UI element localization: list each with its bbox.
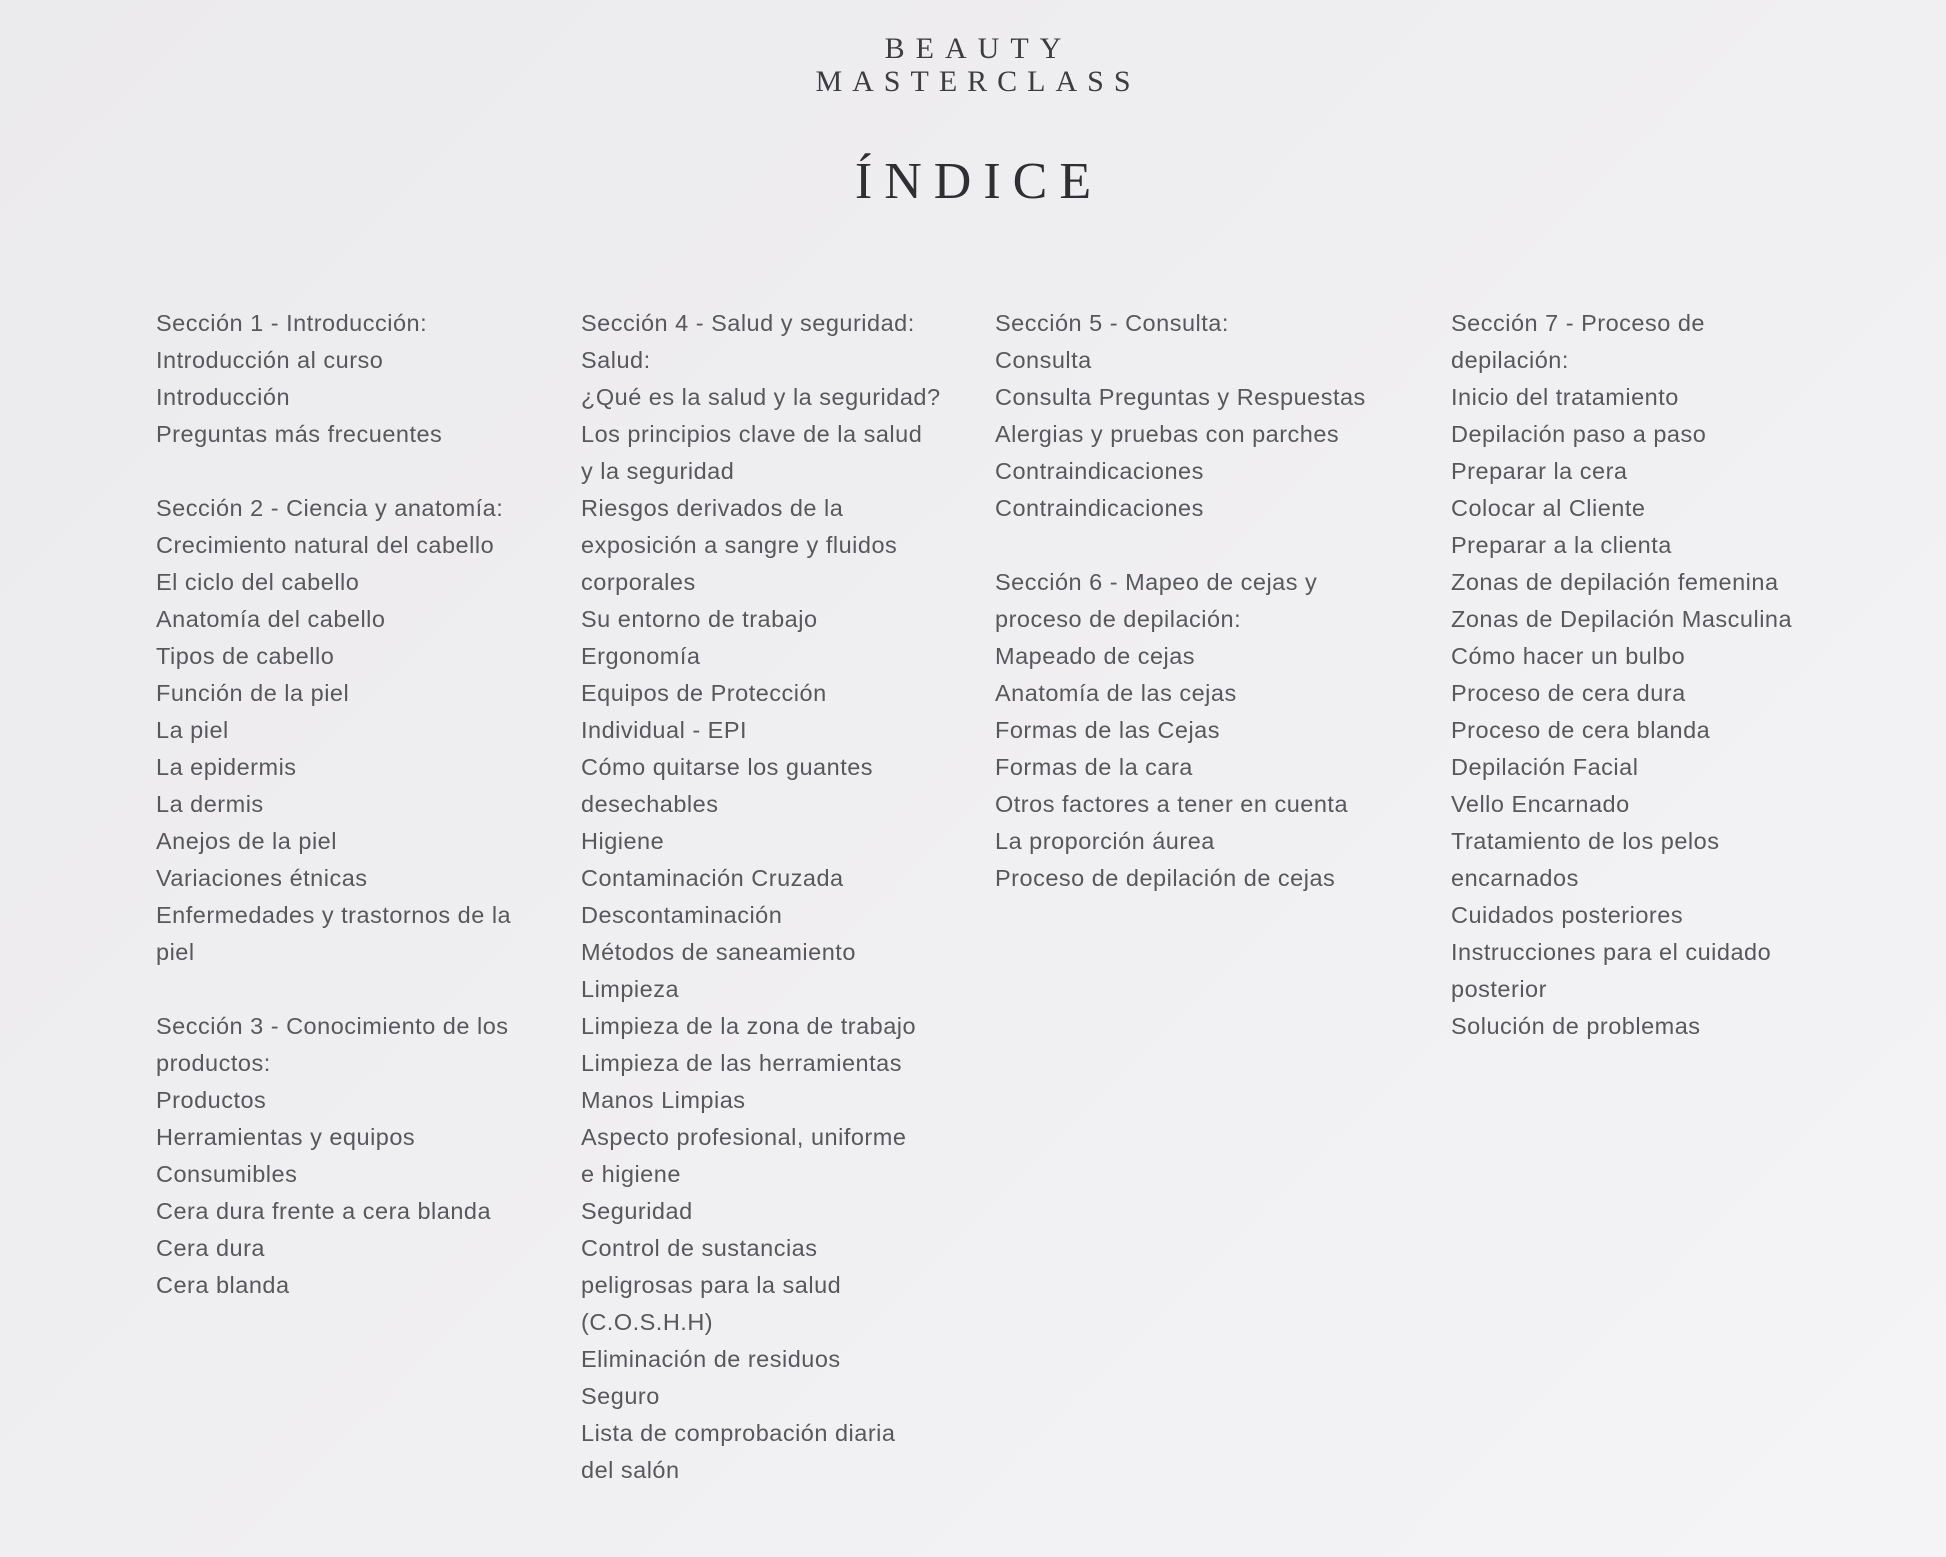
index-entry: Preparar la cera	[1451, 458, 1628, 484]
index-column-1	[156, 305, 536, 1304]
index-entry: Equipos de Protección	[581, 680, 827, 706]
index-entry: del salón	[581, 1457, 680, 1483]
index-entry: Proceso de depilación de cejas	[995, 865, 1336, 891]
index-entry: Función de la piel	[156, 680, 350, 706]
index-entry: Contraindicaciones	[995, 458, 1204, 484]
index-entry: Seguro	[581, 1383, 660, 1409]
section-heading: Sección 3 - Conocimiento de los	[156, 1013, 509, 1039]
index-entry: Métodos de saneamiento	[581, 939, 856, 965]
index-entry: Seguridad	[581, 1198, 693, 1224]
index-entry: Anatomía de las cejas	[995, 680, 1237, 706]
index-entry: Variaciones étnicas	[156, 865, 368, 891]
index-entry: Cera dura frente a cera blanda	[156, 1198, 492, 1224]
index-entry: Mapeado de cejas	[995, 643, 1196, 669]
section-heading: Sección 5 - Consulta:	[995, 310, 1229, 336]
section-heading: Sección 2 - Ciencia y anatomía:	[156, 495, 504, 521]
index-entry: Su entorno de trabajo	[581, 606, 818, 632]
index-entry: Contaminación Cruzada	[581, 865, 844, 891]
index-section	[995, 564, 1415, 897]
index-entry: Solución de problemas	[1451, 1013, 1701, 1039]
index-entry: exposición a sangre y fluidos	[581, 532, 898, 558]
index-entry: Consulta Preguntas y Respuestas	[995, 384, 1366, 410]
index-section	[995, 305, 1415, 527]
index-entry: Limpieza de las herramientas	[581, 1050, 902, 1076]
section-heading: Sección 1 - Introducción:	[156, 310, 428, 336]
index-entry: Zonas de Depilación Masculina	[1451, 606, 1793, 632]
index-entry: Cómo quitarse los guantes	[581, 754, 874, 780]
index-entry: Limpieza de la zona de trabajo	[581, 1013, 917, 1039]
index-entry: Zonas de depilación femenina	[1451, 569, 1779, 595]
section-heading: Sección 6 - Mapeo de cejas y	[995, 569, 1318, 595]
index-entry: productos:	[156, 1050, 271, 1076]
index-section	[156, 490, 536, 971]
index-entry: Tipos de cabello	[156, 643, 335, 669]
brand-line-2: MASTERCLASS	[815, 65, 1141, 98]
index-entry: Introducción al curso	[156, 347, 384, 373]
index-entry: Aspecto profesional, uniforme	[581, 1124, 907, 1150]
index-entry: (C.O.S.H.H)	[581, 1309, 714, 1335]
index-entry: Control de sustancias	[581, 1235, 818, 1261]
index-entry: Colocar al Cliente	[1451, 495, 1646, 521]
index-entry: Inicio del tratamiento	[1451, 384, 1679, 410]
index-entry: Depilación paso a paso	[1451, 421, 1707, 447]
index-entry: La piel	[156, 717, 229, 743]
index-entry: corporales	[581, 569, 696, 595]
index-entry: Anatomía del cabello	[156, 606, 386, 632]
index-entry: Lista de comprobación diaria	[581, 1420, 896, 1446]
index-entry: proceso de depilación:	[995, 606, 1242, 632]
index-section	[1451, 305, 1871, 1045]
index-column-3	[995, 305, 1415, 897]
index-entry: El ciclo del cabello	[156, 569, 360, 595]
index-entry: Salud:	[581, 347, 651, 373]
index-entry: Cuidados posteriores	[1451, 902, 1684, 928]
section-heading: Sección 7 - Proceso de	[1451, 310, 1705, 336]
index-entry: Otros factores a tener en cuenta	[995, 791, 1349, 817]
index-entry: Consumibles	[156, 1161, 298, 1187]
index-entry: Depilación Facial	[1451, 754, 1639, 780]
index-entry: depilación:	[1451, 347, 1569, 373]
index-column-4	[1451, 305, 1871, 1045]
index-entry: Formas de las Cejas	[995, 717, 1220, 743]
index-entry: encarnados	[1451, 865, 1579, 891]
index-entry: piel	[156, 939, 195, 965]
index-entry: Higiene	[581, 828, 665, 854]
index-entry: desechables	[581, 791, 719, 817]
index-entry: y la seguridad	[581, 458, 735, 484]
index-entry: Limpieza	[581, 976, 680, 1002]
index-entry: Introducción	[156, 384, 291, 410]
index-section	[156, 1008, 536, 1304]
index-entry: Cera dura	[156, 1235, 265, 1261]
index-entry: Tratamiento de los pelos	[1451, 828, 1720, 854]
index-entry: Contraindicaciones	[995, 495, 1204, 521]
index-entry: Alergias y pruebas con parches	[995, 421, 1340, 447]
index-entry: Cómo hacer un bulbo	[1451, 643, 1686, 669]
index-entry: Riesgos derivados de la	[581, 495, 844, 521]
index-entry: Manos Limpias	[581, 1087, 746, 1113]
index-entry: Crecimiento natural del cabello	[156, 532, 495, 558]
brand-line-1: BEAUTY	[884, 32, 1073, 65]
index-entry: Ergonomía	[581, 643, 701, 669]
index-entry: Productos	[156, 1087, 267, 1113]
page-title: ÍNDICE	[854, 153, 1104, 210]
index-entry: La proporción áurea	[995, 828, 1215, 854]
index-entry: Preguntas más frecuentes	[156, 421, 443, 447]
index-entry: Anejos de la piel	[156, 828, 337, 854]
index-entry: peligrosas para la salud	[581, 1272, 842, 1298]
index-column-2	[581, 305, 961, 1489]
index-entry: La epidermis	[156, 754, 297, 780]
index-entry: e higiene	[581, 1161, 681, 1187]
index-entry: Formas de la cara	[995, 754, 1193, 780]
index-section	[581, 305, 961, 1489]
index-entry: Herramientas y equipos	[156, 1124, 416, 1150]
index-entry: Proceso de cera dura	[1451, 680, 1686, 706]
index-entry: Consulta	[995, 347, 1092, 373]
index-entry: Cera blanda	[156, 1272, 290, 1298]
index-entry: Eliminación de residuos	[581, 1346, 841, 1372]
section-heading: Sección 4 - Salud y seguridad:	[581, 310, 915, 336]
index-entry: Descontaminación	[581, 902, 783, 928]
index-entry: posterior	[1451, 976, 1547, 1002]
index-entry: Instrucciones para el cuidado	[1451, 939, 1772, 965]
index-entry: La dermis	[156, 791, 264, 817]
index-entry: Individual - EPI	[581, 717, 748, 743]
index-entry: Los principios clave de la salud	[581, 421, 923, 447]
index-entry: Vello Encarnado	[1451, 791, 1630, 817]
index-entry: Preparar a la clienta	[1451, 532, 1672, 558]
index-section	[156, 305, 536, 453]
index-entry: Proceso de cera blanda	[1451, 717, 1711, 743]
index-entry: Enfermedades y trastornos de la	[156, 902, 512, 928]
index-entry: ¿Qué es la salud y la seguridad?	[581, 384, 941, 410]
brand-logo	[0, 32, 1946, 98]
